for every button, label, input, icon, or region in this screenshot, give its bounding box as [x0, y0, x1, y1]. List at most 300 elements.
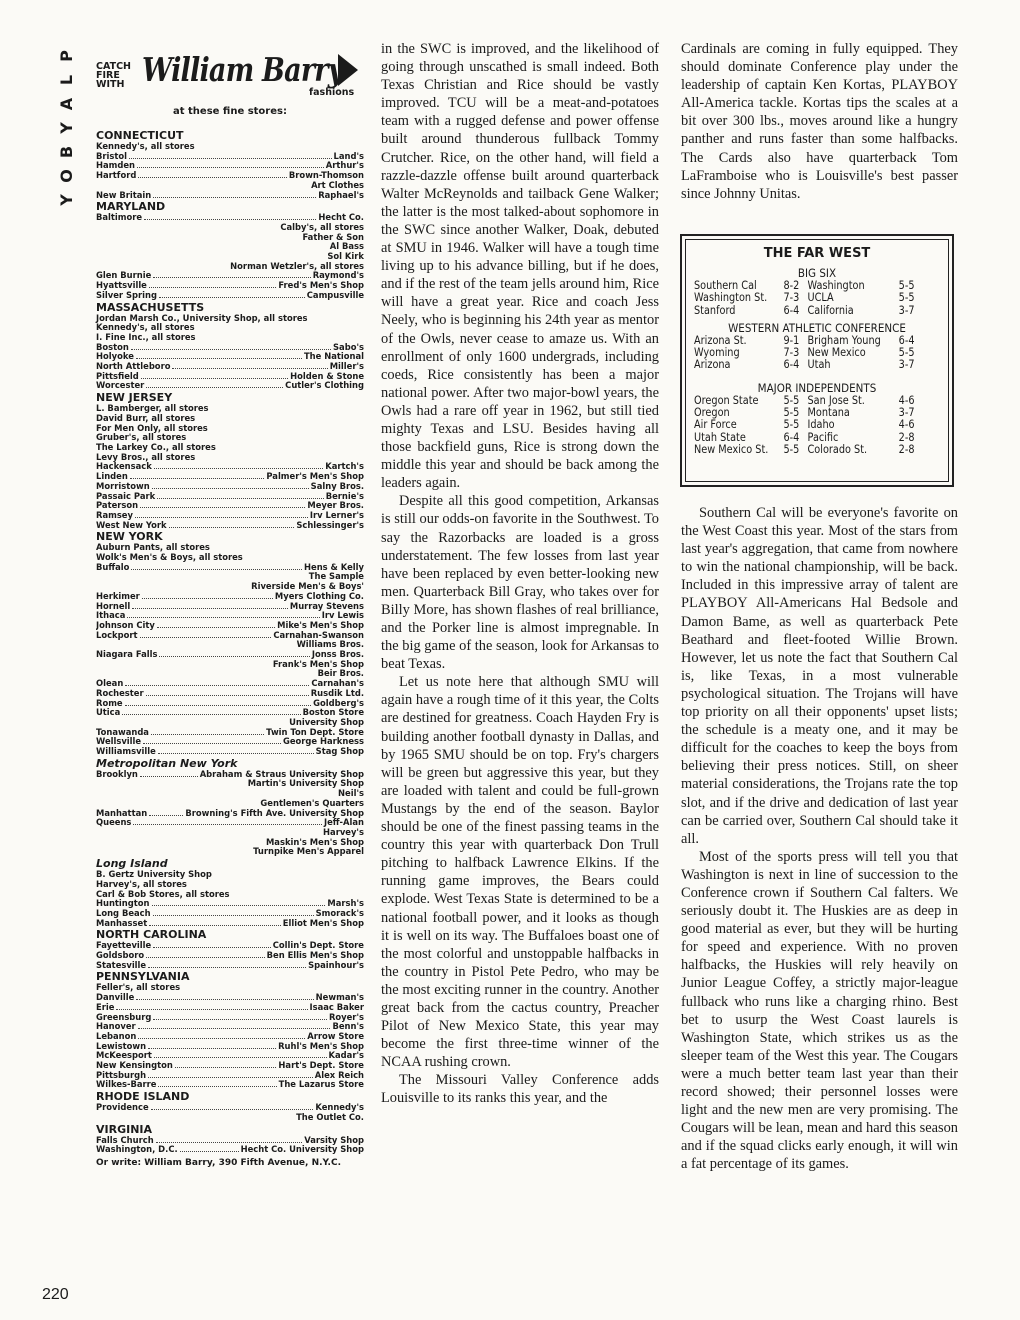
state-heading: VIRGINIA — [96, 1122, 153, 1136]
state-heading: Metropolitan New York — [96, 756, 238, 770]
additional-shop: The Sample — [308, 571, 364, 582]
leader-dots — [157, 621, 275, 628]
leader-dots — [148, 1071, 313, 1078]
town-name: Hamden — [96, 161, 136, 171]
town-name: Baltimore — [96, 213, 143, 223]
leader-dots — [140, 501, 305, 508]
table-cell: 5-5 — [783, 393, 800, 407]
store-entry — [96, 462, 364, 472]
leader-dots — [132, 602, 288, 609]
town-name: Silver Spring — [96, 290, 157, 300]
town-name: Statesville — [96, 960, 147, 970]
chain-store: Harvey's, all stores — [96, 878, 187, 889]
store-entry — [96, 1145, 364, 1155]
leader-dots — [154, 462, 323, 469]
shop-name: Boston Store — [302, 708, 364, 718]
table-cell: Arizona — [694, 358, 731, 372]
table-cell: New Mexico — [807, 346, 866, 360]
state-heading: NEW YORK — [96, 530, 163, 544]
additional-shop: Gentlemen's Quarters — [260, 797, 364, 808]
store-entry — [96, 679, 364, 689]
town-name: Hanover — [96, 1022, 136, 1032]
town-name: Niagara Falls — [96, 650, 158, 660]
town-name: Bristol — [96, 151, 127, 161]
shop-name: Campusville — [306, 290, 364, 300]
table-cell: Pacific — [807, 430, 839, 444]
shop-name: Kennedy's — [315, 1103, 364, 1113]
store-entry — [96, 899, 364, 909]
table-row — [694, 359, 939, 371]
town-name: Providence — [96, 1103, 149, 1113]
leader-dots — [138, 171, 287, 178]
town-name: Pittsburgh — [96, 1070, 147, 1080]
state-heading: NEW JERSEY — [96, 391, 173, 405]
additional-shop: University Shop — [289, 716, 364, 727]
chain-store: Feller's, all stores — [96, 982, 181, 993]
store-entry — [96, 728, 364, 738]
leader-dots — [159, 291, 305, 298]
table-cell: Stanford — [694, 303, 736, 317]
magazine-letter: B — [56, 145, 76, 159]
town-name: Long Beach — [96, 908, 151, 918]
store-entry — [96, 809, 364, 819]
magazine-letter: Y — [57, 194, 76, 206]
shop-name: Elliot Men's Shop — [282, 918, 364, 928]
store-entry — [96, 152, 364, 162]
store-entry — [96, 602, 364, 612]
table-cell: Oregon State — [694, 393, 759, 407]
leader-dots — [157, 492, 324, 499]
page-number: 220 — [42, 1286, 69, 1303]
shop-name: Collin's Dept. Store — [272, 941, 364, 951]
table-row — [694, 444, 939, 456]
additional-shop: Riverside Men's & Boys' — [251, 581, 364, 592]
leader-dots — [152, 482, 309, 489]
shop-name: Palmer's Men's Shop — [266, 472, 364, 482]
town-name: Herkimer — [96, 591, 140, 601]
town-name: Rome — [96, 698, 123, 708]
shop-name: Alex Reich — [314, 1070, 364, 1080]
table-cell: 5-5 — [898, 346, 915, 360]
table-cell: California — [807, 303, 854, 317]
shop-name: Stag Shop — [315, 747, 364, 757]
paragraph: Let us note here that although SMU will again have a rough time of it this year, the Colts are destined for greatness. Coach Hayden Fry is building another football dynasty in Dallas, and by 1965 SMU should be on top. Fry's chargers will be green but aggressive this year, but they are loaded with talent and could be full-grown Mustangs by the end of the season. Baylor should be one of the finest passing teams in the country this year with quarterback Don Trull pitching to halfback Lawrence Elkins. If the running game improves, the Bears could explode. West Texas State is determined to be a national football power, and it looks as though it is well on its way. The Buffaloes boast one of the most colorful and unstoppable halfbacks in the country in Pistol Pete Pedro, who may be the most exciting runner in the country. Another great back from the cactus country, Preacher Pilot of New Mexico State, this year may become the first three-time winner of the NCAA rushing crown. — [381, 674, 659, 1071]
leader-dots — [140, 631, 272, 638]
chain-store: The Larkey Co., all stores — [96, 441, 216, 452]
store-entry — [96, 482, 364, 492]
town-name: Huntington — [96, 899, 150, 909]
town-name: Pittsfield — [96, 371, 139, 381]
shop-name: Land's — [333, 151, 364, 161]
chain-store: Wolk's Men's & Boys, all stores — [96, 552, 243, 563]
arrow-icon — [338, 54, 358, 86]
store-entry — [96, 271, 364, 281]
leader-dots — [149, 281, 276, 288]
town-name: Wellsville — [96, 737, 142, 747]
leader-dots — [158, 1080, 276, 1087]
store-entry — [96, 689, 364, 699]
store-entry — [96, 951, 364, 961]
leader-dots — [122, 708, 300, 715]
store-entry — [96, 381, 364, 391]
town-name: Lockport — [96, 630, 138, 640]
leader-dots — [153, 191, 316, 198]
william-barry-ad — [96, 50, 364, 1169]
table-cell: 4-6 — [898, 418, 915, 432]
shop-name: George Harkness — [282, 737, 364, 747]
table-section-heading: MAJOR INDEPENDENTS — [757, 380, 877, 395]
table-cell: UCLA — [807, 291, 834, 305]
chain-store: Gruber's, all stores — [96, 432, 187, 443]
shop-name: Arrow Store — [307, 1031, 364, 1041]
store-entry — [96, 501, 364, 511]
table-cell: Southern Cal — [694, 279, 757, 292]
brand-logo: William Barry — [142, 50, 343, 89]
leader-dots — [158, 747, 314, 754]
table-cell: Montana — [807, 406, 850, 420]
leader-dots — [159, 650, 309, 657]
paragraph: Cardinals are coming in fully equipped. They should dominate Conference play under the leadership of captain Ken Kortas, PLAYBOY All-America tackle. Kortas tips the scales at a bit over 300 lbs., moves around like a hungry panther and runs faster than some halfbacks. The Cards also have quarterback Tom LaFramboise who is Louisville's best passer since Johnny Unitas. — [681, 41, 958, 202]
town-name: Erie — [96, 1002, 115, 1012]
town-name: Hartford — [96, 171, 137, 181]
state-heading: MARYLAND — [96, 200, 166, 214]
shop-name: Marsh's — [327, 899, 364, 909]
spacer — [694, 372, 940, 377]
store-directory — [96, 129, 364, 1155]
table-cell: 9-1 — [783, 333, 800, 347]
table-cell: Utah State — [694, 430, 746, 444]
leader-dots — [146, 951, 265, 958]
fashions-label: fashions — [309, 87, 355, 98]
town-name: West New York — [96, 520, 167, 530]
store-entry — [96, 372, 364, 382]
chain-store: Kennedy's, all stores — [96, 141, 195, 151]
leader-dots — [131, 343, 331, 350]
table-cell: 6-4 — [783, 303, 800, 317]
leader-dots — [169, 521, 295, 528]
magazine-letter: A — [56, 97, 76, 111]
table-cell: Brigham Young — [807, 333, 881, 347]
town-name: Johnson City — [96, 620, 155, 630]
state-heading: RHODE ISLAND — [96, 1090, 190, 1104]
store-entry — [96, 699, 364, 709]
ad-header — [96, 50, 364, 106]
town-name: Morristown — [96, 481, 150, 491]
leader-dots — [146, 689, 309, 696]
leader-dots — [154, 1051, 327, 1058]
shop-name: Fred's Men's Shop — [278, 281, 364, 291]
shop-name: Goldberg's — [313, 698, 364, 708]
shop-name: Royer's — [328, 1012, 364, 1022]
magazine-name-vertical — [56, 44, 78, 212]
additional-shop: Frank's Men's Shop — [272, 658, 364, 669]
shop-name: Raphael's — [318, 190, 364, 200]
leader-dots — [142, 592, 273, 599]
shop-name: Benn's — [332, 1022, 364, 1032]
leader-dots — [138, 1022, 331, 1029]
shop-name: Bernie's — [325, 491, 364, 501]
article-column-3-top — [681, 40, 958, 203]
paragraph: Despite all this good competition, Arkansas is still our odds-on favorite in the Southwest. To say the Razorbacks are loaded is a gross understatement. The few losses from last year have been replaced by even better-looking new men. Quarterback Bill Gray, who takes over for Billy More, has shown flashes of real brilliance, and the Porker line is almost impregnable. In the big game of the season, look for Arkansas to beat Texas. — [381, 493, 659, 673]
shop-name: Isaac Baker — [309, 1002, 364, 1012]
table-cell: Wyoming — [694, 346, 740, 360]
paragraph: Most of the sports press will tell you that Washington is next in line of succession to the Conference crown if Southern Cal falters. We seriously doubt it. The Huskies are as deep in good material as ever, but they will be hurting for speed and experience. With no proven halfbacks, the Huskies will rely heavily on Junior League Coffey, a strictly major-league fullback who runs like a charging rhino. Best bet to usurp the West Coast laurels is Washington State, which strikes us as the sleeper team of the West this year. The Cougars were a much better team last year than their record showed; their personnel losses were light and the new men are very promising. The Cougars will be lean, mean and hard this season and if the squad clicks early enough, it will win a fat percentage of its games. — [681, 848, 958, 1173]
state-heading: NORTH CAROLINA — [96, 928, 207, 942]
store-entry — [96, 919, 364, 929]
leader-dots — [180, 1145, 239, 1152]
shop-name: Holden & Stone — [290, 371, 364, 381]
additional-shop: Maskin's Men's Shop — [265, 836, 364, 847]
shop-name: Newman's — [315, 993, 364, 1003]
store-entry — [96, 1071, 364, 1081]
store-entry — [96, 993, 364, 1003]
leader-dots — [136, 352, 302, 359]
additional-shop: Art Clothes — [311, 179, 364, 190]
store-entry — [96, 621, 364, 631]
table-section-heading: BIG SIX — [797, 266, 837, 280]
table-cell: 5-5 — [783, 406, 800, 420]
paragraph: in the SWC is improved, and the likelihood of going through unscathed is small indeed. Both Texas Christian and Rice should be vastly improved. TCU will be a meat-and-potatoes team with a rugged defense and power offense built around thunderous fullback Tommy Crutcher. Rice, on the other hand, will field a razzle-dazzle offense built around quarterback Walter McReynolds and tailback Gene Walker; the latter is the most talked-about sophomore in the SWC since another Walker, Doak, debuted at SMU in 1946. Walker will have a tough time living up to his advance billing, but if he does, and if the rest of the team jells around him, Rice will have a great year. Rice and coach Jess Neely, who is beginning his 24th year as mentor of the Owls, never cease to amaze us. With an enrollment of only 1600 undergrads, including coeds, Rice consistently has been a major national power. After two major-bowl years, the Owls had a rare off year in 1962, but still tied mighty Texas and LSU. Besides having all those backfield guns, Rice is strong down the middle this year and should be back among the leaders again. — [381, 41, 659, 492]
additional-shop: Calby's, all stores — [280, 221, 364, 232]
far-west-table — [680, 234, 954, 487]
shop-name: Kadar's — [328, 1051, 364, 1061]
additional-shop: Turnpike Men's Apparel — [253, 846, 364, 857]
table-cell: 5-5 — [898, 291, 915, 305]
chain-store: Levy Bros., all stores — [96, 451, 196, 462]
town-name: Rochester — [96, 688, 144, 698]
shop-name: Browning's Fifth Ave. University Shop — [185, 808, 364, 818]
town-name: Holyoke — [96, 352, 134, 362]
leader-dots — [133, 818, 322, 825]
additional-shop: Sol Kirk — [327, 251, 364, 262]
shop-name: Cutler's Clothing — [285, 381, 364, 391]
magazine-letter: Y — [57, 122, 76, 134]
town-name: Greensburg — [96, 1012, 152, 1022]
table-cell: 5-5 — [783, 442, 800, 456]
town-name: New Kensington — [96, 1061, 173, 1071]
town-name: Lewistown — [96, 1041, 147, 1051]
table-cell: 6-4 — [783, 358, 800, 372]
store-entry — [96, 1061, 364, 1071]
store-entry — [96, 1051, 364, 1061]
chain-store: Kennedy's, all stores — [96, 322, 195, 333]
store-entry — [96, 611, 364, 621]
town-name: Danville — [96, 993, 135, 1003]
town-name: Tonawanda — [96, 727, 149, 737]
shop-name: Hens & Kelly — [304, 562, 364, 572]
town-name: Manhasset — [96, 918, 148, 928]
store-entry — [96, 472, 364, 482]
state-heading: PENNSYLVANIA — [96, 970, 190, 984]
chain-store: Auburn Pants, all stores — [96, 542, 210, 553]
table-cell: Idaho — [807, 418, 835, 432]
shop-name: Brown-Thomson — [288, 171, 364, 181]
town-name: Olean — [96, 679, 124, 689]
town-name: Hackensack — [96, 462, 152, 472]
additional-shop: Neil's — [338, 788, 364, 799]
table-cell: 6-4 — [783, 430, 800, 444]
shop-name: Jonss Bros. — [311, 650, 364, 660]
store-entry — [96, 1042, 364, 1052]
town-name: Falls Church — [96, 1135, 154, 1145]
town-name: Washington, D.C. — [96, 1145, 178, 1155]
shop-name: Rusdik Ltd. — [310, 688, 364, 698]
shop-name: Carnahan's — [311, 679, 364, 689]
leader-dots — [149, 809, 183, 816]
paragraph: The Missouri Valley Conference adds Louisville to its ranks this year, and the — [381, 1072, 659, 1107]
shop-name: Varsity Shop — [304, 1135, 364, 1145]
town-name: Hyattsville — [96, 281, 147, 291]
leader-dots — [131, 563, 302, 570]
leader-dots — [151, 728, 264, 735]
article-column-2 — [381, 40, 659, 1108]
table-cell: 8-2 — [783, 279, 800, 292]
leader-dots — [149, 919, 281, 926]
leader-dots — [140, 770, 198, 777]
shop-name: Hecht Co. — [318, 213, 364, 223]
town-name: Ithaca — [96, 611, 126, 621]
additional-shop: Martin's University Shop — [247, 778, 364, 789]
additional-shop: The Outlet Co. — [296, 1111, 364, 1122]
table-cell: 3-7 — [898, 303, 915, 317]
leader-dots — [143, 737, 281, 744]
store-entry — [96, 941, 364, 951]
leader-dots — [125, 699, 312, 706]
chain-store: Carl & Bob Stores, all stores — [96, 888, 230, 899]
table-cell: Utah — [807, 358, 831, 372]
catch-fire-with: CATCH FIRE WITH — [96, 61, 131, 90]
paragraph: Southern Cal will be everyone's favorite on the West Coast this year. Most of the stars from last year's aggregation, that came from nowhere to win the national championship, will be back. Included in this impressive array of talent are PLAYBOY All-Americans Hal Bedsole and Damon Bame, as well as quarterback Pete Beathard and fleet-footed Willie Brown. However, let us note the fact that Southern Cal is, like Texas, in a most vulnerable psychological situation. The Trojans will have top priority on all their opponents' upset lists; the schedule is a meaty one, and it may be difficult for the coaches to keep the boys from believing their press notices. Still, on sheer material considerations, the Trojans rate the top slot, and if the drive and dedication of last year can be carried over, Southern Cal should take it all. — [681, 505, 958, 847]
store-entry — [96, 352, 364, 362]
table-cell: Washington — [807, 279, 865, 292]
store-entry — [96, 1022, 364, 1032]
shop-name: Ben Ellis Men's Shop — [266, 951, 364, 961]
shop-name: Raymond's — [312, 271, 364, 281]
state-heading: CONNECTICUT — [96, 129, 184, 142]
town-name: Buffalo — [96, 562, 130, 572]
additional-shop: Norman Wetzler's, all stores — [230, 260, 364, 271]
leader-dots — [130, 472, 265, 479]
shop-name: Smorack's — [315, 908, 364, 918]
chain-store: I. Fine Inc., all stores — [96, 331, 196, 342]
additional-shop: Father & Son — [302, 231, 364, 242]
table-cell: 7-3 — [783, 346, 800, 360]
magazine-letter: O — [56, 169, 76, 183]
leader-dots — [129, 152, 332, 159]
leader-dots — [152, 899, 326, 906]
table-cell: 4-6 — [898, 393, 915, 407]
article-column-3-bottom — [681, 504, 958, 1173]
state-heading: MASSACHUSETTS — [96, 300, 205, 314]
store-entry — [96, 281, 364, 291]
table-cell: 3-7 — [898, 406, 915, 420]
leader-dots — [153, 271, 310, 278]
magazine-letter: P — [56, 50, 76, 62]
shop-name: Irv Lewis — [321, 611, 364, 621]
town-name: Passaic Park — [96, 491, 156, 501]
shop-name: Sabo's — [333, 342, 364, 352]
chain-store: Jordan Marsh Co., University Shop, all stores — [96, 312, 308, 323]
leader-dots — [148, 961, 306, 968]
table-cell: 5-5 — [783, 418, 800, 432]
town-name: Paterson — [96, 501, 139, 511]
table-cell: New Mexico St. — [694, 442, 769, 456]
shop-name: Kartch's — [325, 462, 364, 472]
leader-dots — [156, 1136, 303, 1143]
table-cell: San Jose St. — [807, 393, 865, 407]
table-cell: Arizona St. — [694, 333, 747, 347]
chain-store: L. Bamberger, all stores — [96, 403, 209, 414]
store-entry — [96, 161, 364, 171]
shop-name: Murray Stevens — [289, 601, 364, 611]
leader-dots — [135, 511, 308, 518]
shop-name: The Lazarus Store — [278, 1080, 364, 1090]
shop-name: Hart's Dept. Store — [278, 1061, 364, 1071]
shop-name: Myers Clothing Co. — [274, 591, 364, 601]
state-heading: Long Island — [96, 857, 168, 871]
shop-name: Meyer Bros. — [307, 501, 364, 511]
table-cell: 3-7 — [898, 358, 915, 372]
shop-name: Twin Ton Dept. Store — [266, 727, 364, 737]
table-cell: 2-8 — [898, 442, 915, 456]
leader-dots — [141, 372, 288, 379]
table-cell: Colorado St. — [807, 442, 868, 456]
shop-name: Irv Lerner's — [309, 510, 364, 520]
leader-dots — [151, 1103, 314, 1110]
leader-dots — [136, 993, 313, 1000]
fine-stores-heading: at these fine stores: — [173, 106, 287, 117]
shop-name: Carnahan-Swanson — [273, 630, 364, 640]
leader-dots — [137, 161, 324, 168]
table-cell: 7-3 — [783, 291, 800, 305]
table-section-heading: WESTERN ATHLETIC CONFERENCE — [728, 320, 906, 335]
store-entry — [96, 511, 364, 521]
town-name: Worcester — [96, 381, 145, 391]
leader-dots — [116, 1003, 307, 1010]
store-entry — [96, 1080, 364, 1090]
town-name: Fayetteville — [96, 941, 152, 951]
shop-name: Salny Bros. — [310, 481, 364, 491]
town-name: McKeesport — [96, 1051, 152, 1061]
town-name: Queens — [96, 818, 132, 828]
town-name: Utica — [96, 708, 121, 718]
store-entry — [96, 1013, 364, 1023]
store-entry — [96, 291, 364, 301]
town-name: Goldsboro — [96, 951, 145, 961]
table-cell: Air Force — [694, 418, 737, 432]
shop-name: Spainhour's — [308, 960, 364, 970]
store-entry — [96, 343, 364, 353]
leader-dots — [172, 362, 327, 369]
store-entry — [96, 1136, 364, 1146]
town-name: Brooklyn — [96, 769, 138, 779]
write-address: Or write: William Barry, 390 Fifth Avenue, N.Y.C. — [96, 1157, 341, 1168]
leader-dots — [153, 1013, 327, 1020]
leader-dots — [138, 1032, 305, 1039]
additional-shop: Williams Bros. — [296, 639, 364, 650]
store-entry — [96, 961, 364, 971]
table-cell: 5-5 — [898, 279, 915, 292]
leader-dots — [146, 381, 283, 388]
additional-shop: Beir Bros. — [317, 668, 364, 679]
leader-dots — [144, 213, 316, 220]
shop-name: Ruhl's Men's Shop — [278, 1041, 364, 1051]
town-name: Glen Burnie — [96, 271, 152, 281]
chain-store: David Burr, all stores — [96, 412, 196, 423]
magazine-letter: L — [56, 74, 76, 86]
store-entry — [96, 592, 364, 602]
town-name: North Attleboro — [96, 362, 171, 372]
